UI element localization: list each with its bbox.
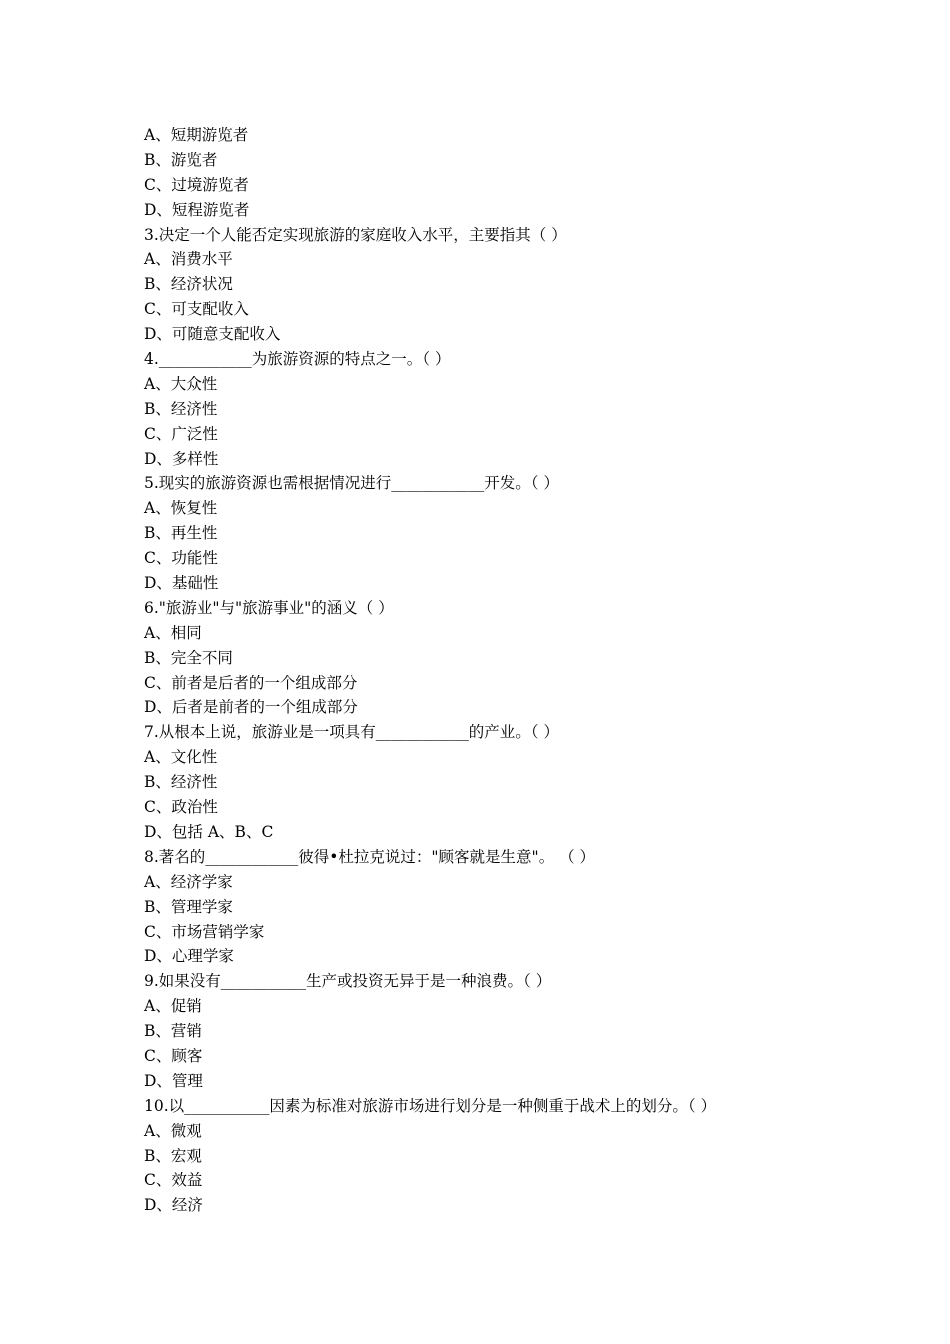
- question-line: 8.著名的____________彼得•杜拉克说过："顾客就是生意"。 （ ）: [144, 847, 596, 866]
- option-line: B、游览者: [144, 150, 218, 169]
- option-line: D、经济: [144, 1196, 203, 1215]
- question-line: 10.以___________因素为标准对旅游市场进行划分是一种侧重于战术上的划分。（ ）: [144, 1096, 717, 1115]
- option-line: A、相同: [144, 623, 202, 642]
- option-line: B、营销: [144, 1022, 202, 1041]
- option-line: B、经济状况: [144, 275, 233, 294]
- question-line: 7.从根本上说，旅游业是一项具有____________的产业。（ ）: [144, 723, 559, 742]
- option-line: C、政治性: [144, 798, 218, 817]
- option-line: D、包括 A、B、C: [144, 822, 274, 841]
- option-line: D、短程游览者: [144, 200, 250, 219]
- option-line: D、心理学家: [144, 947, 234, 966]
- option-line: C、顾客: [144, 1046, 203, 1065]
- option-line: A、文化性: [144, 748, 218, 767]
- question-line: 6."旅游业"与"旅游事业"的涵义（ ）: [144, 598, 394, 617]
- option-line: B、经济性: [144, 399, 218, 418]
- option-line: D、可随意支配收入: [144, 325, 281, 344]
- question-line: 4.____________为旅游资源的特点之一。（ ）: [144, 350, 451, 369]
- option-line: A、促销: [144, 997, 202, 1016]
- option-line: D、多样性: [144, 449, 219, 468]
- option-line: D、后者是前者的一个组成部分: [144, 698, 358, 717]
- option-line: A、恢复性: [144, 499, 218, 518]
- question-line: 5.现实的旅游资源也需根据情况进行____________开发。（ ）: [144, 474, 559, 493]
- option-line: B、经济性: [144, 773, 218, 792]
- option-line: D、基础性: [144, 574, 219, 593]
- option-line: B、宏观: [144, 1146, 202, 1165]
- option-line: B、管理学家: [144, 897, 233, 916]
- option-line: A、消费水平: [144, 250, 233, 269]
- option-line: C、市场营销学家: [144, 922, 265, 941]
- option-line: B、再生性: [144, 524, 218, 543]
- option-line: B、完全不同: [144, 648, 233, 667]
- option-line: D、管理: [144, 1071, 203, 1090]
- option-line: A、微观: [144, 1121, 202, 1140]
- option-line: A、短期游览者: [144, 126, 249, 144]
- option-line: A、大众性: [144, 374, 218, 393]
- option-line: C、广泛性: [144, 424, 218, 443]
- option-line: C、过境游览者: [144, 175, 249, 194]
- option-line: C、功能性: [144, 549, 218, 568]
- question-line: 3.决定一个人能否定实现旅游的家庭收入水平，主要指其（ ）: [144, 225, 567, 244]
- option-line: A、经济学家: [144, 872, 233, 891]
- document-page: [144, 123, 824, 1218]
- question-line: 9.如果没有___________生产或投资无异于是一种浪费。（ ）: [144, 972, 552, 991]
- option-line: C、前者是后者的一个组成部分: [144, 673, 358, 692]
- option-line: C、可支配收入: [144, 300, 249, 319]
- option-line: C、效益: [144, 1171, 203, 1190]
